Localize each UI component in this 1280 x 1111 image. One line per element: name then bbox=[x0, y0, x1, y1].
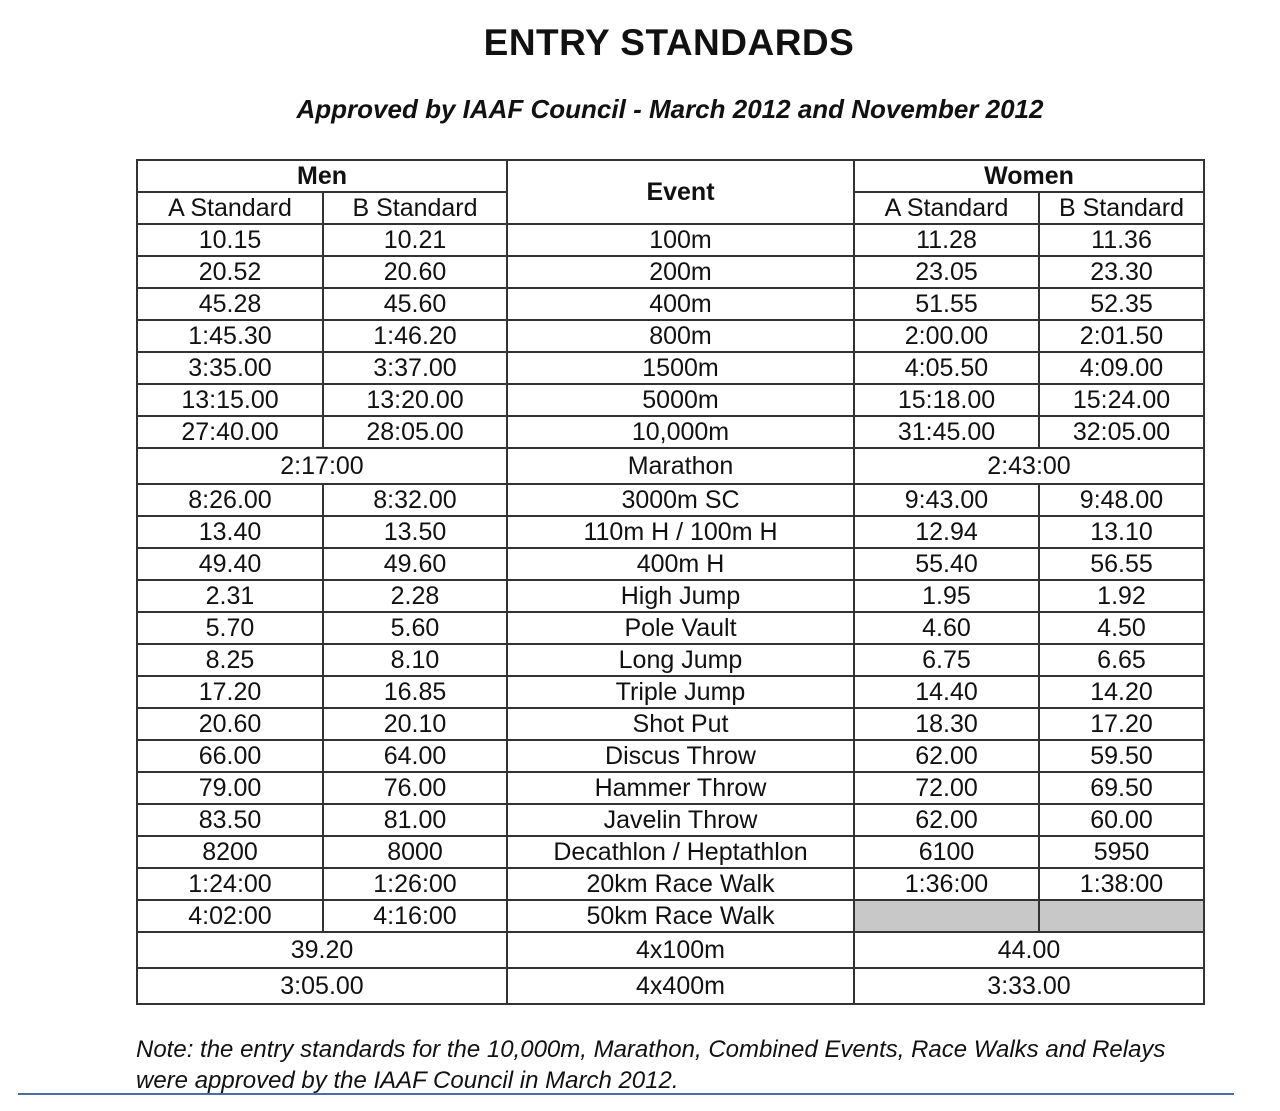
women-b-standard-cell: 9:48.00 bbox=[1039, 484, 1204, 516]
table-row bbox=[137, 708, 1204, 740]
women-b-standard-cell: 52.35 bbox=[1039, 288, 1204, 320]
table-row bbox=[137, 932, 1204, 968]
event-cell: Pole Vault bbox=[507, 612, 854, 644]
men-a-standard-cell: 4:02:00 bbox=[137, 900, 323, 932]
men-a-standard-header: A Standard bbox=[137, 192, 323, 224]
men-b-standard-cell: 64.00 bbox=[323, 740, 507, 772]
men-a-standard-cell: 1:45.30 bbox=[137, 320, 323, 352]
table-row bbox=[137, 516, 1204, 548]
table-row bbox=[137, 448, 1204, 484]
men-b-standard-cell: 8:32.00 bbox=[323, 484, 507, 516]
event-cell: 4x100m bbox=[507, 932, 854, 968]
event-cell: 5000m bbox=[507, 384, 854, 416]
men-a-standard-cell: 8:26.00 bbox=[137, 484, 323, 516]
table-row bbox=[137, 224, 1204, 256]
women-a-standard-cell: 6100 bbox=[854, 836, 1039, 868]
women-b-standard-cell: 56.55 bbox=[1039, 548, 1204, 580]
event-cell: Hammer Throw bbox=[507, 772, 854, 804]
men-a-standard-cell: 13.40 bbox=[137, 516, 323, 548]
event-cell: Javelin Throw bbox=[507, 804, 854, 836]
men-b-standard-cell: 20.60 bbox=[323, 256, 507, 288]
table-row bbox=[137, 772, 1204, 804]
men-a-standard-cell: 49.40 bbox=[137, 548, 323, 580]
women-b-standard-header: B Standard bbox=[1039, 192, 1204, 224]
men-a-standard-cell: 17.20 bbox=[137, 676, 323, 708]
event-cell: 800m bbox=[507, 320, 854, 352]
table-row bbox=[137, 288, 1204, 320]
men-a-standard-cell: 1:24:00 bbox=[137, 868, 323, 900]
women-standard-cell: 3:33.00 bbox=[854, 968, 1204, 1004]
entry-standards-table bbox=[136, 159, 1205, 1005]
event-cell: 100m bbox=[507, 224, 854, 256]
event-cell: 10,000m bbox=[507, 416, 854, 448]
footer-divider bbox=[18, 1093, 1234, 1095]
women-a-standard-cell bbox=[854, 900, 1039, 932]
men-b-standard-cell: 5.60 bbox=[323, 612, 507, 644]
women-b-standard-cell: 4:09.00 bbox=[1039, 352, 1204, 384]
women-a-standard-cell: 55.40 bbox=[854, 548, 1039, 580]
event-cell: High Jump bbox=[507, 580, 854, 612]
page-subtitle: Approved by IAAF Council - March 2012 and November 2012 bbox=[296, 94, 1044, 124]
women-a-standard-cell: 1.95 bbox=[854, 580, 1039, 612]
women-standard-cell: 44.00 bbox=[854, 932, 1204, 968]
men-a-standard-cell: 66.00 bbox=[137, 740, 323, 772]
table-row bbox=[137, 968, 1204, 1004]
women-b-standard-cell bbox=[1039, 900, 1204, 932]
women-header: Women bbox=[854, 160, 1204, 192]
table-row bbox=[137, 484, 1204, 516]
men-a-standard-cell: 5.70 bbox=[137, 612, 323, 644]
men-standard-cell: 39.20 bbox=[137, 932, 507, 968]
women-b-standard-cell: 23.30 bbox=[1039, 256, 1204, 288]
men-a-standard-cell: 20.52 bbox=[137, 256, 323, 288]
footnote: Note: the entry standards for the 10,000m, Marathon, Combined Events, Race Walks and Relays were approved by the IAAF Council in March 2012. bbox=[136, 1036, 1166, 1094]
table-body bbox=[137, 224, 1204, 1004]
men-b-standard-header: B Standard bbox=[323, 192, 507, 224]
men-b-standard-cell: 8000 bbox=[323, 836, 507, 868]
women-a-standard-cell: 6.75 bbox=[854, 644, 1039, 676]
men-a-standard-cell: 10.15 bbox=[137, 224, 323, 256]
women-b-standard-cell: 15:24.00 bbox=[1039, 384, 1204, 416]
table-row bbox=[137, 352, 1204, 384]
women-a-standard-cell: 4:05.50 bbox=[854, 352, 1039, 384]
table-row bbox=[137, 868, 1204, 900]
men-b-standard-cell: 13:20.00 bbox=[323, 384, 507, 416]
table-row bbox=[137, 320, 1204, 352]
event-cell: Shot Put bbox=[507, 708, 854, 740]
women-b-standard-cell: 17.20 bbox=[1039, 708, 1204, 740]
women-a-standard-cell: 9:43.00 bbox=[854, 484, 1039, 516]
women-standard-cell: 2:43:00 bbox=[854, 448, 1204, 484]
women-a-standard-cell: 2:00.00 bbox=[854, 320, 1039, 352]
men-a-standard-cell: 45.28 bbox=[137, 288, 323, 320]
page-title: ENTRY STANDARDS bbox=[483, 22, 855, 63]
women-a-standard-cell: 11.28 bbox=[854, 224, 1039, 256]
women-a-standard-cell: 51.55 bbox=[854, 288, 1039, 320]
table-row bbox=[137, 580, 1204, 612]
table-row bbox=[137, 416, 1204, 448]
women-b-standard-cell: 5950 bbox=[1039, 836, 1204, 868]
event-cell: 50km Race Walk bbox=[507, 900, 854, 932]
men-b-standard-cell: 49.60 bbox=[323, 548, 507, 580]
women-b-standard-cell: 59.50 bbox=[1039, 740, 1204, 772]
women-b-standard-cell: 11.36 bbox=[1039, 224, 1204, 256]
women-a-standard-cell: 18.30 bbox=[854, 708, 1039, 740]
men-b-standard-cell: 8.10 bbox=[323, 644, 507, 676]
event-cell: 110m H / 100m H bbox=[507, 516, 854, 548]
men-header: Men bbox=[137, 160, 507, 192]
women-b-standard-cell: 14.20 bbox=[1039, 676, 1204, 708]
table-row bbox=[137, 256, 1204, 288]
event-cell: Long Jump bbox=[507, 644, 854, 676]
men-b-standard-cell: 1:46.20 bbox=[323, 320, 507, 352]
event-cell: 200m bbox=[507, 256, 854, 288]
men-b-standard-cell: 1:26:00 bbox=[323, 868, 507, 900]
women-a-standard-cell: 62.00 bbox=[854, 740, 1039, 772]
women-b-standard-cell: 4.50 bbox=[1039, 612, 1204, 644]
event-cell: 20km Race Walk bbox=[507, 868, 854, 900]
women-b-standard-cell: 2:01.50 bbox=[1039, 320, 1204, 352]
women-a-standard-cell: 4.60 bbox=[854, 612, 1039, 644]
event-cell: 1500m bbox=[507, 352, 854, 384]
women-b-standard-cell: 69.50 bbox=[1039, 772, 1204, 804]
table-row bbox=[137, 804, 1204, 836]
table-row bbox=[137, 548, 1204, 580]
table-row bbox=[137, 836, 1204, 868]
women-a-standard-cell: 1:36:00 bbox=[854, 868, 1039, 900]
men-b-standard-cell: 10.21 bbox=[323, 224, 507, 256]
women-b-standard-cell: 32:05.00 bbox=[1039, 416, 1204, 448]
women-b-standard-cell: 1.92 bbox=[1039, 580, 1204, 612]
men-a-standard-cell: 20.60 bbox=[137, 708, 323, 740]
women-b-standard-cell: 13.10 bbox=[1039, 516, 1204, 548]
men-a-standard-cell: 8200 bbox=[137, 836, 323, 868]
table-row bbox=[137, 900, 1204, 932]
men-a-standard-cell: 13:15.00 bbox=[137, 384, 323, 416]
event-cell: 3000m SC bbox=[507, 484, 854, 516]
table-row bbox=[137, 612, 1204, 644]
women-a-standard-cell: 31:45.00 bbox=[854, 416, 1039, 448]
event-cell: 400m bbox=[507, 288, 854, 320]
event-cell: Triple Jump bbox=[507, 676, 854, 708]
men-a-standard-cell: 8.25 bbox=[137, 644, 323, 676]
event-cell: Discus Throw bbox=[507, 740, 854, 772]
men-standard-cell: 3:05.00 bbox=[137, 968, 507, 1004]
men-b-standard-cell: 3:37.00 bbox=[323, 352, 507, 384]
women-a-standard-cell: 12.94 bbox=[854, 516, 1039, 548]
men-b-standard-cell: 45.60 bbox=[323, 288, 507, 320]
men-b-standard-cell: 28:05.00 bbox=[323, 416, 507, 448]
men-a-standard-cell: 79.00 bbox=[137, 772, 323, 804]
table-row bbox=[137, 740, 1204, 772]
women-b-standard-cell: 6.65 bbox=[1039, 644, 1204, 676]
women-a-standard-header: A Standard bbox=[854, 192, 1039, 224]
men-a-standard-cell: 3:35.00 bbox=[137, 352, 323, 384]
women-a-standard-cell: 62.00 bbox=[854, 804, 1039, 836]
men-b-standard-cell: 16.85 bbox=[323, 676, 507, 708]
men-b-standard-cell: 13.50 bbox=[323, 516, 507, 548]
women-a-standard-cell: 72.00 bbox=[854, 772, 1039, 804]
men-b-standard-cell: 20.10 bbox=[323, 708, 507, 740]
women-b-standard-cell: 1:38:00 bbox=[1039, 868, 1204, 900]
men-b-standard-cell: 81.00 bbox=[323, 804, 507, 836]
table-row bbox=[137, 384, 1204, 416]
event-header: Event bbox=[507, 160, 854, 224]
men-b-standard-cell: 4:16:00 bbox=[323, 900, 507, 932]
table-row bbox=[137, 644, 1204, 676]
women-a-standard-cell: 23.05 bbox=[854, 256, 1039, 288]
event-cell: 4x400m bbox=[507, 968, 854, 1004]
men-standard-cell: 2:17:00 bbox=[137, 448, 507, 484]
event-cell: Marathon bbox=[507, 448, 854, 484]
men-a-standard-cell: 2.31 bbox=[137, 580, 323, 612]
women-b-standard-cell: 60.00 bbox=[1039, 804, 1204, 836]
women-a-standard-cell: 15:18.00 bbox=[854, 384, 1039, 416]
men-a-standard-cell: 27:40.00 bbox=[137, 416, 323, 448]
women-a-standard-cell: 14.40 bbox=[854, 676, 1039, 708]
event-cell: 400m H bbox=[507, 548, 854, 580]
men-b-standard-cell: 76.00 bbox=[323, 772, 507, 804]
event-cell: Decathlon / Heptathlon bbox=[507, 836, 854, 868]
men-b-standard-cell: 2.28 bbox=[323, 580, 507, 612]
men-a-standard-cell: 83.50 bbox=[137, 804, 323, 836]
table-row bbox=[137, 676, 1204, 708]
